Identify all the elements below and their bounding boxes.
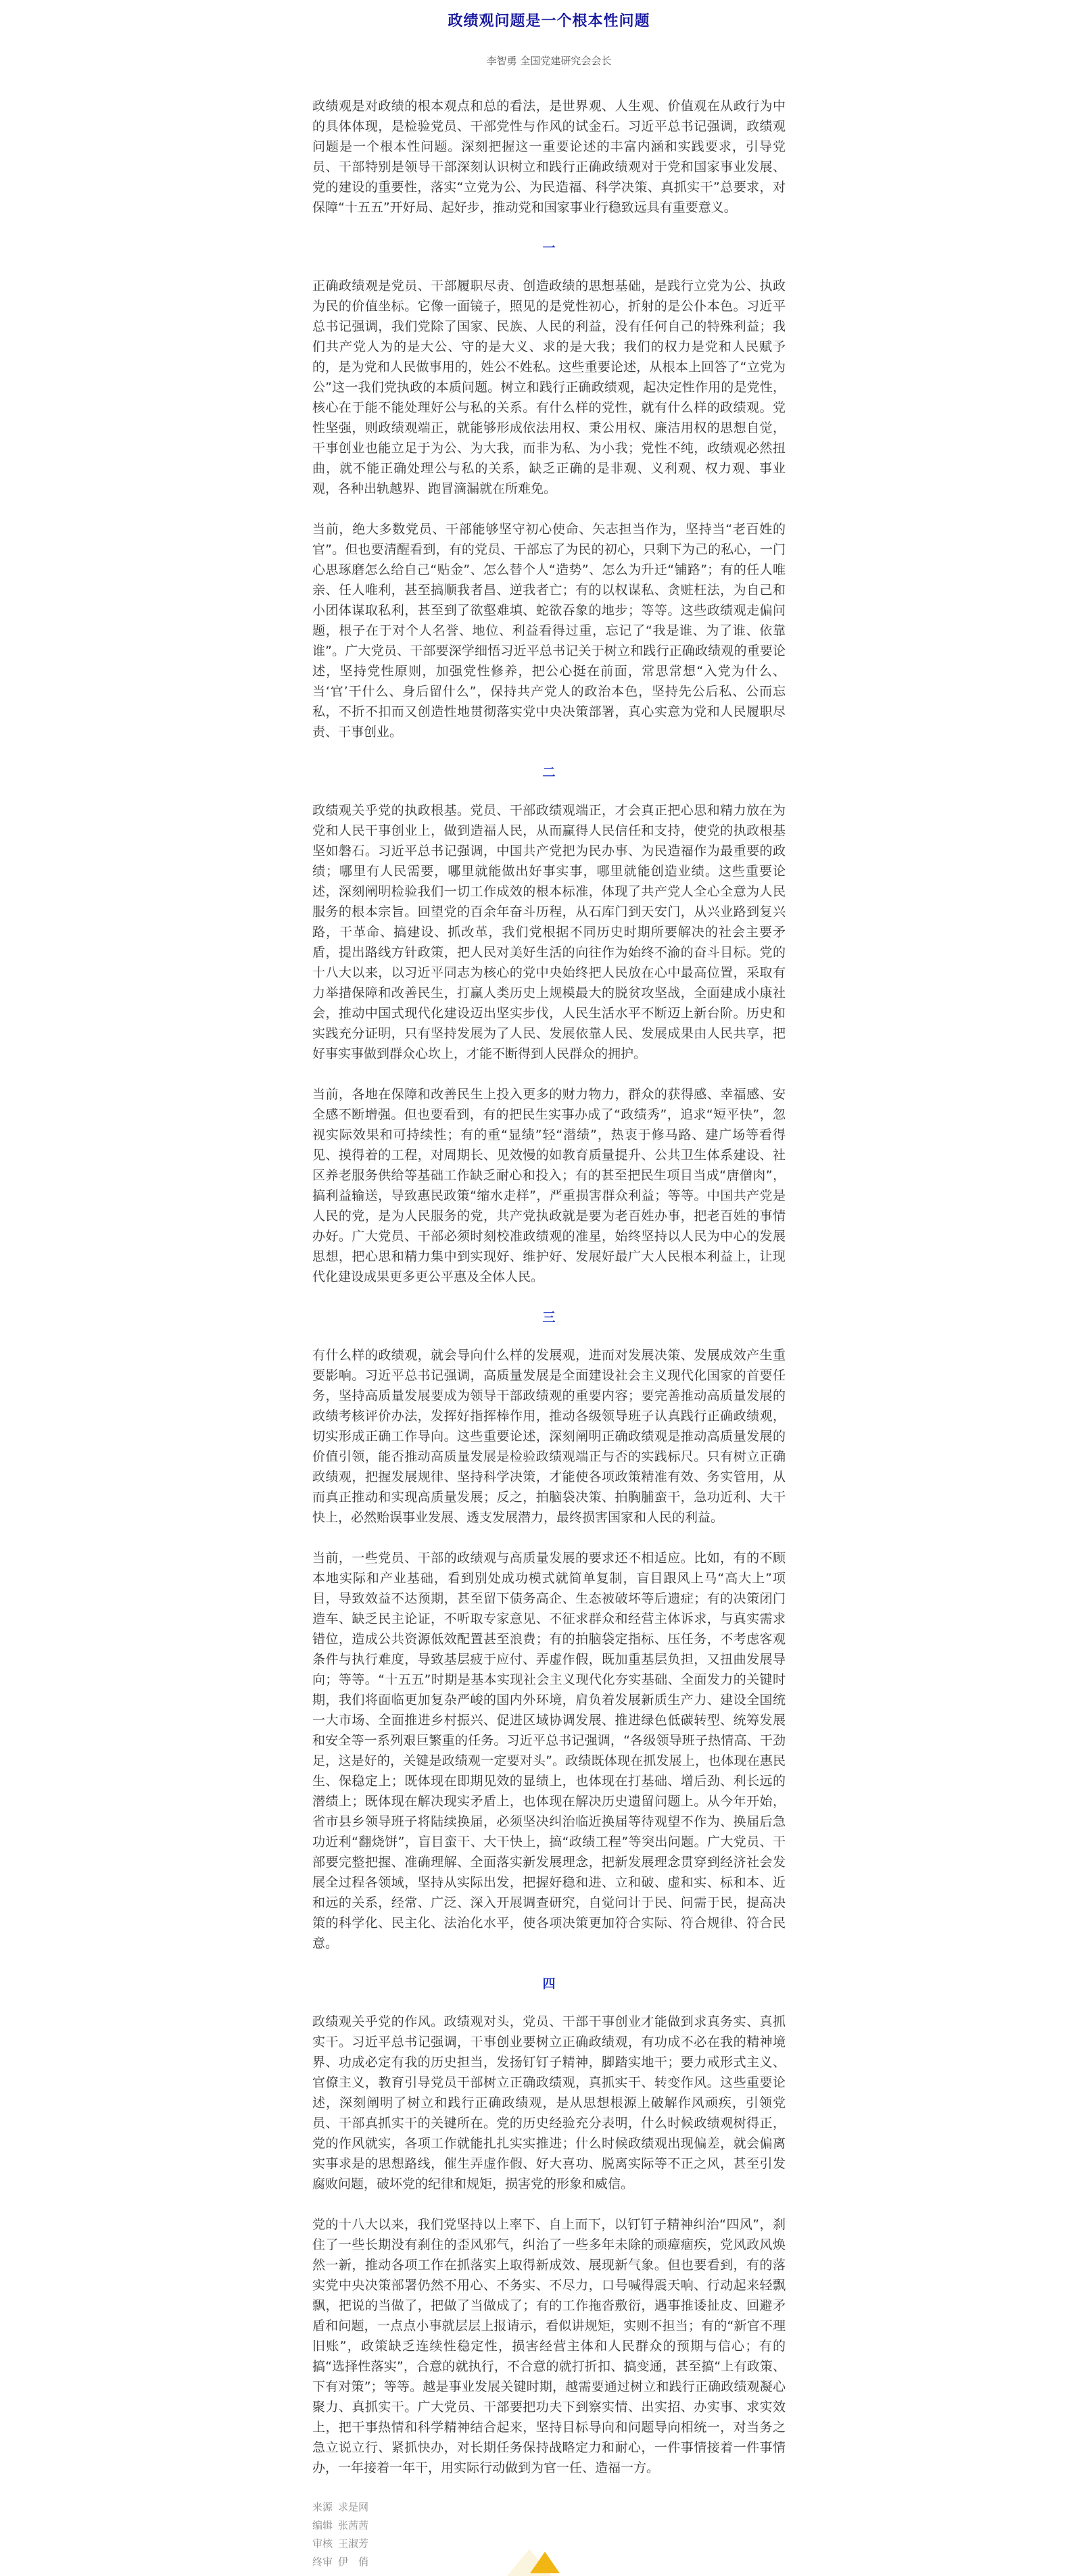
article-paragraph: 有什么样的政绩观，就会导向什么样的发展观，进而对发展决策、发展成效产生重要影响。习近平总书记强调，高质量发展是全面建设社会主义现代化国家的首要任务，坚持高质量发展要成为领导干部政绩观的重要内容；要完善推动高质量发展的政绩考核评价办法，发挥好指挥棒作用，推动各级领导班子认真践行正确政绩观，切实形成正确工作导向。这些重要论述，深刻阐明正确政绩观是推动高质量发展的价值引领，能否推动高质量发展是检验政绩观端正与否的实践标尺。只有树立正确政绩观，把握发展规律、坚持科学决策，才能使各项政策精准有效、务实管用，从而真正推动和实现高质量发展；反之，拍脑袋决策、拍胸脯蛮干，急功近利、大干快上，必然贻误事业发展、透支发展潜力，最终损害国家和人民的利益。	[312, 1348, 786, 1525]
credit-label: 来源	[312, 2501, 333, 2513]
article-paragraph: 当前，各地在保障和改善民生上投入更多的财力物力，群众的获得感、幸福感、安全感不断增强。但也要看到，有的把民生实事办成了“政绩秀”，追求“短平快”，忽视实际效果和可持续性；有的重“显绩”轻“潜绩”，热衷于修马路、建广场等看得见、摸得着的工程，对周期长、见效慢的如教育质量提升、公共卫生体系建设、社区养老服务供给等基础工作缺乏耐心和投入；有的甚至把民生项目当成“唐僧肉”，搞利益输送，导致惠民政策“缩水走样”，严重损害群众利益；等等。中国共产党是人民的党，是为人民服务的党，共产党执政就是要为老百姓办事，把老百姓的事情办好。广大党员、干部必须时刻校准政绩观的准星，始终坚持以人民为中心的发展思想，把心思和精力集中到实现好、维护好、发展好最广大人民根本利益上，让现代化建设成果更多更公平惠及全体人民。	[312, 1087, 786, 1284]
credit-value: 王淑芳	[338, 2537, 369, 2550]
credit-label: 编辑	[312, 2519, 333, 2531]
mountain-logo-gold-icon	[530, 2552, 560, 2573]
article-body	[312, 96, 786, 2478]
section-divider-2: 二	[542, 765, 556, 780]
article-byline: 李智勇 全国党建研究会会长	[486, 55, 612, 67]
credit-line	[312, 2498, 786, 2517]
article-page	[312, 9, 786, 2571]
intro-paragraph: 政绩观是对政绩的根本观点和总的看法，是世界观、人生观、价值观在从政行为中的具体体现，是检验党员、干部党性与作风的试金石。习近平总书记强调，政绩观问题是一个根本性问题。深刻把握这一重要论述的丰富内涵和实践要求，引导党员、干部特别是领导干部深刻认识树立和践行正确政绩观对于党和国家事业发展、党的建设的重要性，落实“立党为公、为民造福、科学决策、真抓实干”总要求，对保障“十五五”开好局、起好步，推动党和国家事业行稳致远具有重要意义。	[312, 99, 786, 215]
credit-line	[312, 2517, 786, 2535]
article-paragraph: 党的十八大以来，我们党坚持以上率下、自上而下，以钉钉子精神纠治“四风”，刹住了一些长期没有刹住的歪风邪气，纠治了一些多年未除的顽瘴痼疾，党风政风焕然一新，推动各项工作在抓落实上取得新成效、展现新气象。但也要看到，有的落实党中央决策部署仍然不用心、不务实、不尽力，口号喊得震天响、行动起来轻飘飘，把说的当做了，把做了当做成了；有的工作拖沓敷衍，遇事推诿扯皮、回避矛盾和问题，一点点小事就层层上报请示，看似讲规矩，实则不担当；有的“新官不理旧账”，政策缺乏连续性稳定性，损害经营主体和人民群众的预期与信心；有的搞“选择性落实”，合意的就执行，不合意的就打折扣、搞变通，甚至搞“上有政策、下有对策”；等等。越是事业发展关键时期，越需要通过树立和践行正确政绩观凝心聚力、真抓实干。广大党员、干部要把功夫下到察实情、出实招、办实事、求实效上，把干事热情和科学精神结合起来，坚持目标导向和问题导向相统一，对当务之急立说立行、紧抓快办，对长期任务保持战略定力和耐心，一件事情接着一件事情办，一年接着一年干，用实际行动做到为官一任、造福一方。	[312, 2217, 786, 2475]
section-divider-1: 一	[542, 241, 556, 256]
section-divider-4: 四	[542, 1976, 556, 1991]
article-paragraph: 当前，一些党员、干部的政绩观与高质量发展的要求还不相适应。比如，有的不顾本地实际和产业基础，看到别处成功模式就简单复制，盲目跟风上马“高大上”项目，导致效益不达预期，甚至留下债务高企、生态被破坏等后遗症；有的决策闭门造车、缺乏民主论证，不听取专家意见、不征求群众和经营主体诉求，与真实需求错位，造成公共资源低效配置甚至浪费；有的拍脑袋定指标、压任务，不考虑客观条件与执行难度，导致基层疲于应付、弄虚作假，既加重基层负担，又扭曲发展导向；等等。“十五五”时期是基本实现社会主义现代化夯实基础、全面发力的关键时期，我们将面临更加复杂严峻的国内外环境，肩负着发展新质生产力、建设全国统一大市场、全面推进乡村振兴、促进区域协调发展、推进绿色低碳转型、统筹发展和安全等一系列艰巨繁重的任务。习近平总书记强调，“各级领导班子热情高、干劲足，这是好的，关键是政绩观一定要对头”。政绩既体现在抓发展上，也体现在惠民生、保稳定上；既体现在即期见效的显绩上，也体现在打基础、增后劲、利长远的潜绩上；既体现在解决现实矛盾上，也体现在解决历史遗留问题上。从今年开始，省市县乡领导班子将陆续换届，必须坚决纠治临近换届等待观望不作为、换届后急功近利“翻烧饼”，盲目蛮干、大干快上，搞“政绩工程”等突出问题。广大党员、干部要完整把握、准确理解、全面落实新发展理念，把新发展理念贯穿到经济社会发展全过程各领域，坚持从实际出发，把握好稳和进、立和破、虚和实、标和本、近和远的关系，经常、广泛、深入开展调查研究，自觉问计于民、问需于民，提高决策的科学化、民主化、法治化水平，使各项决策更加符合实际、符合规律、符合民意。	[312, 1551, 786, 1951]
article-sections	[312, 238, 786, 2478]
article-paragraph: 当前，绝大多数党员、干部能够坚守初心使命、矢志担当作为，坚持当“老百姓的官”。但也要清醒看到，有的党员、干部忘了为民的初心，只剩下为己的私心，一门心思琢磨怎么给自己“贴金”、怎么替个人“造势”、怎么为升迁“铺路”；有的任人唯亲、任人唯利，甚至搞顺我者昌、逆我者亡；有的以权谋私、贪赃枉法，为自己和小团体谋取私利，甚至到了欲壑难填、蛇欲吞象的地步；等等。这些政绩观走偏问题，根子在于对个人名誉、地位、利益看得过重，忘记了“我是谁、为了谁、依靠谁”。广大党员、干部要深学细悟习近平总书记关于树立和践行正确政绩观的重要论述，坚持党性原则，加强党性修养，把公心挺在前面，常思常想“入党为什么、当‘官’干什么、身后留什么”，保持共产党人的政治本色，坚持先公后私、公而忘私，不折不扣而又创造性地贯彻落实党中央决策部署，真心实意为党和人民履职尽责、干事创业。	[312, 522, 786, 739]
credit-label: 终审	[312, 2556, 333, 2568]
article-paragraph: 政绩观关乎党的执政根基。党员、干部政绩观端正，才会真正把心思和精力放在为党和人民干事创业上，做到造福人民，从而赢得人民信任和支持，使党的执政根基坚如磐石。习近平总书记强调，中国共产党把为民办事、为民造福作为最重要的政绩；哪里有人民需要，哪里就能做出好事实事，哪里就能创造业绩。这些重要论述，深刻阐明检验我们一切工作成效的根本标准，体现了共产党人全心全意为人民服务的根本宗旨。回望党的百余年奋斗历程，从石库门到天安门，从兴业路到复兴路，干革命、搞建设、抓改革，我们党根据不同历史时期所要解决的社会主要矛盾，提出路线方针政策，把人民对美好生活的向往作为始终不渝的奋斗目标。党的十八大以来，以习近平同志为核心的党中央始终把人民放在心中最高位置，采取有力举措保障和改善民生，打赢人类历史上规模最大的脱贫攻坚战，全面建成小康社会，推动中国式现代化建设迈出坚实步伐，人民生活水平不断迈上新台阶。历史和实践充分证明，只有坚持发展为了人民、发展依靠人民、发展成果由人民共享，把好事实事做到群众心坎上，才能不断得到人民群众的拥护。	[312, 803, 786, 1061]
article-paragraph: 政绩观关乎党的作风。政绩观对头，党员、干部干事创业才能做到求真务实、真抓实干。习近平总书记强调，干事创业要树立正确政绩观，有功成不必在我的精神境界、功成必定有我的历史担当，发扬钉钉子精神，脚踏实地干；要力戒形式主义、官僚主义，教育引导党员干部树立正确政绩观，真抓实干、转变作风。这些重要论述，深刻阐明了树立和践行正确政绩观，是从思想根源上破解作风顽疾，引领党员、干部真抓实干的关键所在。党的历史经验充分表明，什么时候政绩观树得正，党的作风就实，各项工作就能扎扎实实推进；什么时候政绩观出现偏差，就会偏离实事求是的思想路线，催生弄虚作假、好大喜功、脱离实际等不正之风，甚至引发腐败问题，破坏党的纪律和规矩，损害党的形象和威信。	[312, 2014, 786, 2191]
page-title: 政绩观问题是一个根本性问题	[448, 13, 650, 30]
credit-value: 张茜茜	[338, 2519, 369, 2531]
credit-label: 审核	[312, 2537, 333, 2550]
credit-value: 伊 俏	[338, 2556, 369, 2568]
article-paragraph: 正确政绩观是党员、干部履职尽责、创造政绩的思想基础，是践行立党为公、执政为民的价值坐标。它像一面镜子，照见的是党性初心，折射的是公仆本色。习近平总书记强调，我们党除了国家、民族、人民的利益，没有任何自己的特殊利益；我们共产党人为的是大公、守的是大义、求的是大我；我们的权力是党和人民赋予的，是为党和人民做事用的，姓公不姓私。这些重要论述，从根本上回答了“立党为公”这一我们党执政的本质问题。树立和践行正确政绩观，起决定性作用的是党性，核心在于能不能处理好公与私的关系。有什么样的党性，就有什么样的政绩观。党性坚强，则政绩观端正，就能够形成依法用权、秉公用权、廉洁用权的思想自觉，干事创业也能立足于为公、为大我，而非为私、为小我；党性不纯，政绩观必然扭曲，就不能正确处理公与私的关系，缺乏正确的是非观、义利观、权力观、事业观，各种出轨越界、跑冒滴漏就在所难免。	[312, 278, 786, 496]
section-divider-3: 三	[542, 1310, 556, 1325]
credit-value: 求是网	[338, 2501, 369, 2513]
